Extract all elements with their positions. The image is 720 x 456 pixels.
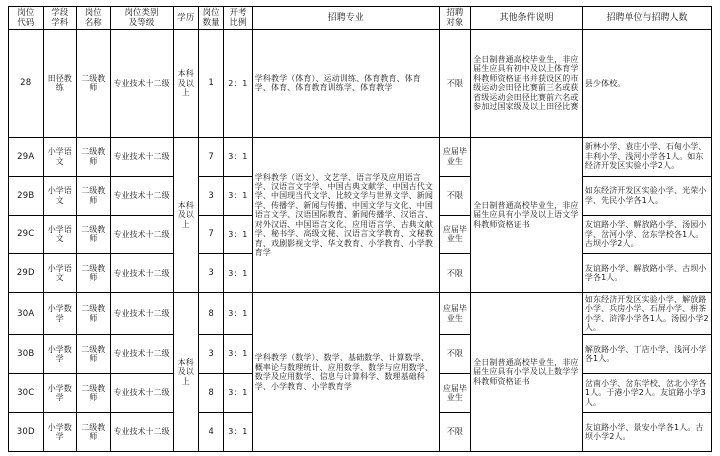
cell-units: 友谊路小学、解放路小学、古坝小学各1人。	[582, 254, 711, 293]
cell-exam-ratio: 2：1	[224, 30, 252, 138]
col-header-education: 学历	[173, 7, 198, 30]
recruitment-position-table	[8, 6, 712, 452]
cell-target: 不限	[439, 254, 470, 293]
col-header-post-name	[77, 7, 111, 30]
table-row[interactable]	[9, 137, 712, 176]
cell-post-name: 二级教师	[77, 413, 111, 452]
col-header-code-line1: 岗位	[17, 8, 35, 18]
cell-quantity: 8	[198, 293, 223, 335]
cell-stage-subject: 小学语文	[43, 215, 77, 254]
col-header-major: 招聘专业	[252, 7, 439, 30]
cell-post-type-level: 专业技术十二级	[110, 374, 173, 413]
cell-post-type-level: 专业技术十二级	[110, 254, 173, 293]
cell-post-type-level: 专业技术十二级	[110, 137, 173, 176]
cell-code: 30A	[9, 293, 44, 335]
cell-major: 学科教学（数学）、数学、基础数学、计算数学、概率论与数理统计、应用数学、数学与应用数学、数学及应用数学、信息与计算科学、数理基础科学、小学教育、小学教育学	[252, 293, 439, 452]
table-header	[9, 7, 712, 30]
col-header-ratio-line1: 开考	[229, 8, 247, 18]
cell-exam-ratio: 3：1	[224, 137, 252, 176]
col-header-stage-line1: 学段	[51, 8, 69, 18]
col-header-target	[439, 7, 470, 30]
cell-units: 解放路小学、丁店小学、浅河小学各1人。	[582, 335, 711, 374]
cell-stage-subject: 小学数学	[43, 335, 77, 374]
cell-quantity: 1	[198, 30, 223, 138]
cell-education: 本科及以上	[173, 137, 198, 293]
cell-code: 29A	[9, 137, 44, 176]
cell-units: 县少体校。	[582, 30, 711, 138]
col-header-qty-line1: 岗位	[202, 8, 220, 18]
cell-major: 学科教学（语文）、文艺学、语言学及应用语言学、汉语言文字学、中国古典文献学、中国古代文学、中国现当代文学、比较文学与世界文学、新闻学、传播学、新闻与传播、中国文学与文化、中国语言文学、汉语国际教育、新闻传播学、汉语言、对外汉语、中国语言文化、应用语言学、古典文献学、秘书学、高级文秘、汉语言文学教育、文秘教育、戏剧影视文学、华文教育、小学教育、小学教育学	[252, 137, 439, 293]
col-header-post-type-line1: 岗位类别	[124, 8, 159, 18]
cell-other-conditions: 全日制普通高校毕业生，非应届生应具有小学及以上数学学科教师资格证书	[471, 293, 583, 452]
cell-stage-subject: 小学数学	[43, 293, 77, 335]
cell-education: 本科及以上	[173, 293, 198, 452]
col-header-qty-line2: 数量	[202, 18, 220, 29]
cell-other-conditions: 全日制普通高校毕业生，非应届生应具有初中及以上体育学科教师资格证书并获设区的市级运动会田径比赛前三名或获省级运动会田径比赛前六名或参加过国家级及以上田径比赛	[471, 30, 583, 138]
cell-target: 应届毕业生	[439, 137, 470, 176]
cell-stage-subject: 小学数学	[43, 374, 77, 413]
col-header-code-line2: 代码	[17, 18, 35, 29]
cell-post-type-level: 专业技术十二级	[110, 30, 173, 138]
cell-post-type-level: 专业技术十二级	[110, 335, 173, 374]
cell-stage-subject: 小学语文	[43, 137, 77, 176]
cell-units: 友谊路小学、景安小学各1人。古坝小学2人。	[582, 413, 711, 452]
header-row	[9, 7, 712, 30]
cell-code: 30D	[9, 413, 44, 452]
cell-quantity: 4	[198, 413, 223, 452]
cell-code: 29D	[9, 254, 44, 293]
col-header-target-line1: 招聘	[446, 8, 464, 18]
cell-target: 应届毕业生	[439, 293, 470, 335]
cell-other-conditions: 全日制普通高校毕业生，非应届生应具有小学及以上语文学科教师资格证书	[471, 137, 583, 293]
cell-exam-ratio: 3：1	[224, 215, 252, 254]
cell-units: 友谊路小学、解放路小学、汤园小学、岔河小学、岔东学校各1人。古坝小学2人。	[582, 215, 711, 254]
cell-target: 不限	[439, 176, 470, 215]
col-header-post-name-line2: 名称	[84, 18, 102, 29]
col-header-post-name-line1: 岗位	[84, 8, 102, 18]
cell-target: 应届毕业生	[439, 374, 470, 413]
col-header-quantity	[198, 7, 223, 30]
cell-post-type-level: 专业技术十二级	[110, 413, 173, 452]
col-header-ratio-line2: 比例	[229, 18, 247, 29]
col-header-stage-line2: 学科	[51, 18, 69, 29]
cell-target: 不限	[439, 30, 470, 138]
cell-quantity: 3	[198, 254, 223, 293]
cell-target: 不限	[439, 335, 470, 374]
table-row[interactable]	[9, 30, 712, 138]
col-header-other-conditions: 其他条件说明	[471, 7, 583, 30]
table-body	[9, 30, 712, 452]
cell-quantity: 3	[198, 335, 223, 374]
cell-major: 学科教学（体育）、运动训练、体育教育、体育学、体育、体育教育训练学、体育教学	[252, 30, 439, 138]
cell-exam-ratio: 3：1	[224, 176, 252, 215]
col-header-exam-ratio	[224, 7, 252, 30]
cell-quantity: 7	[198, 215, 223, 254]
cell-post-type-level: 专业技术十二级	[110, 176, 173, 215]
cell-post-name: 二级教师	[77, 137, 111, 176]
cell-code: 29B	[9, 176, 44, 215]
cell-post-type-level: 专业技术十二级	[110, 215, 173, 254]
cell-code: 30B	[9, 335, 44, 374]
col-header-units: 招聘单位与招聘人数	[582, 7, 711, 30]
cell-units: 如东经济开发区实验小学、光荣小学、先民小学各1人。	[582, 176, 711, 215]
cell-post-name: 二级教师	[77, 215, 111, 254]
col-header-code	[9, 7, 44, 30]
cell-target: 不限	[439, 413, 470, 452]
cell-code: 30C	[9, 374, 44, 413]
cell-units: 岔南小学、岔东学校、岔北小学各1人。于港小学2人。友谊路小学3人。	[582, 374, 711, 413]
cell-post-name: 二级教师	[77, 335, 111, 374]
col-header-post-type-level	[110, 7, 173, 30]
col-header-stage-subject	[43, 7, 77, 30]
col-header-target-line2: 对象	[446, 18, 464, 29]
cell-target: 应届毕业生	[439, 215, 470, 254]
cell-post-name: 二级教师	[77, 293, 111, 335]
cell-exam-ratio: 3：1	[224, 335, 252, 374]
cell-quantity: 7	[198, 137, 223, 176]
cell-exam-ratio: 3：1	[224, 374, 252, 413]
cell-units: 新林小学、袁庄小学、石甸小学、丰利小学、浅河小学各1人。如东经济开发区实验小学2人。	[582, 137, 711, 176]
col-header-post-type-line2: 及等级	[128, 18, 155, 29]
cell-quantity: 3	[198, 176, 223, 215]
table-row[interactable]	[9, 293, 712, 335]
cell-post-name: 二级教师	[77, 254, 111, 293]
cell-exam-ratio: 3：1	[224, 293, 252, 335]
cell-quantity: 8	[198, 374, 223, 413]
cell-stage-subject: 小学语文	[43, 254, 77, 293]
cell-education: 本科及以上	[173, 30, 198, 138]
cell-post-name: 二级教师	[77, 176, 111, 215]
cell-post-name: 二级教师	[77, 374, 111, 413]
cell-stage-subject: 田径教练	[43, 30, 77, 138]
cell-stage-subject: 小学语文	[43, 176, 77, 215]
cell-code: 29C	[9, 215, 44, 254]
cell-code: 28	[9, 30, 44, 138]
cell-units: 如东经济开发区实验小学、解放路小学、兵房小学、石屏小学、栟茶小学、浒澪小学各1人。汤园小学2人。	[582, 293, 711, 335]
cell-exam-ratio: 3：1	[224, 254, 252, 293]
cell-stage-subject: 小学数学	[43, 413, 77, 452]
cell-post-type-level: 专业技术十二级	[110, 293, 173, 335]
cell-post-name: 二级教师	[77, 30, 111, 138]
cell-exam-ratio: 3：1	[224, 413, 252, 452]
